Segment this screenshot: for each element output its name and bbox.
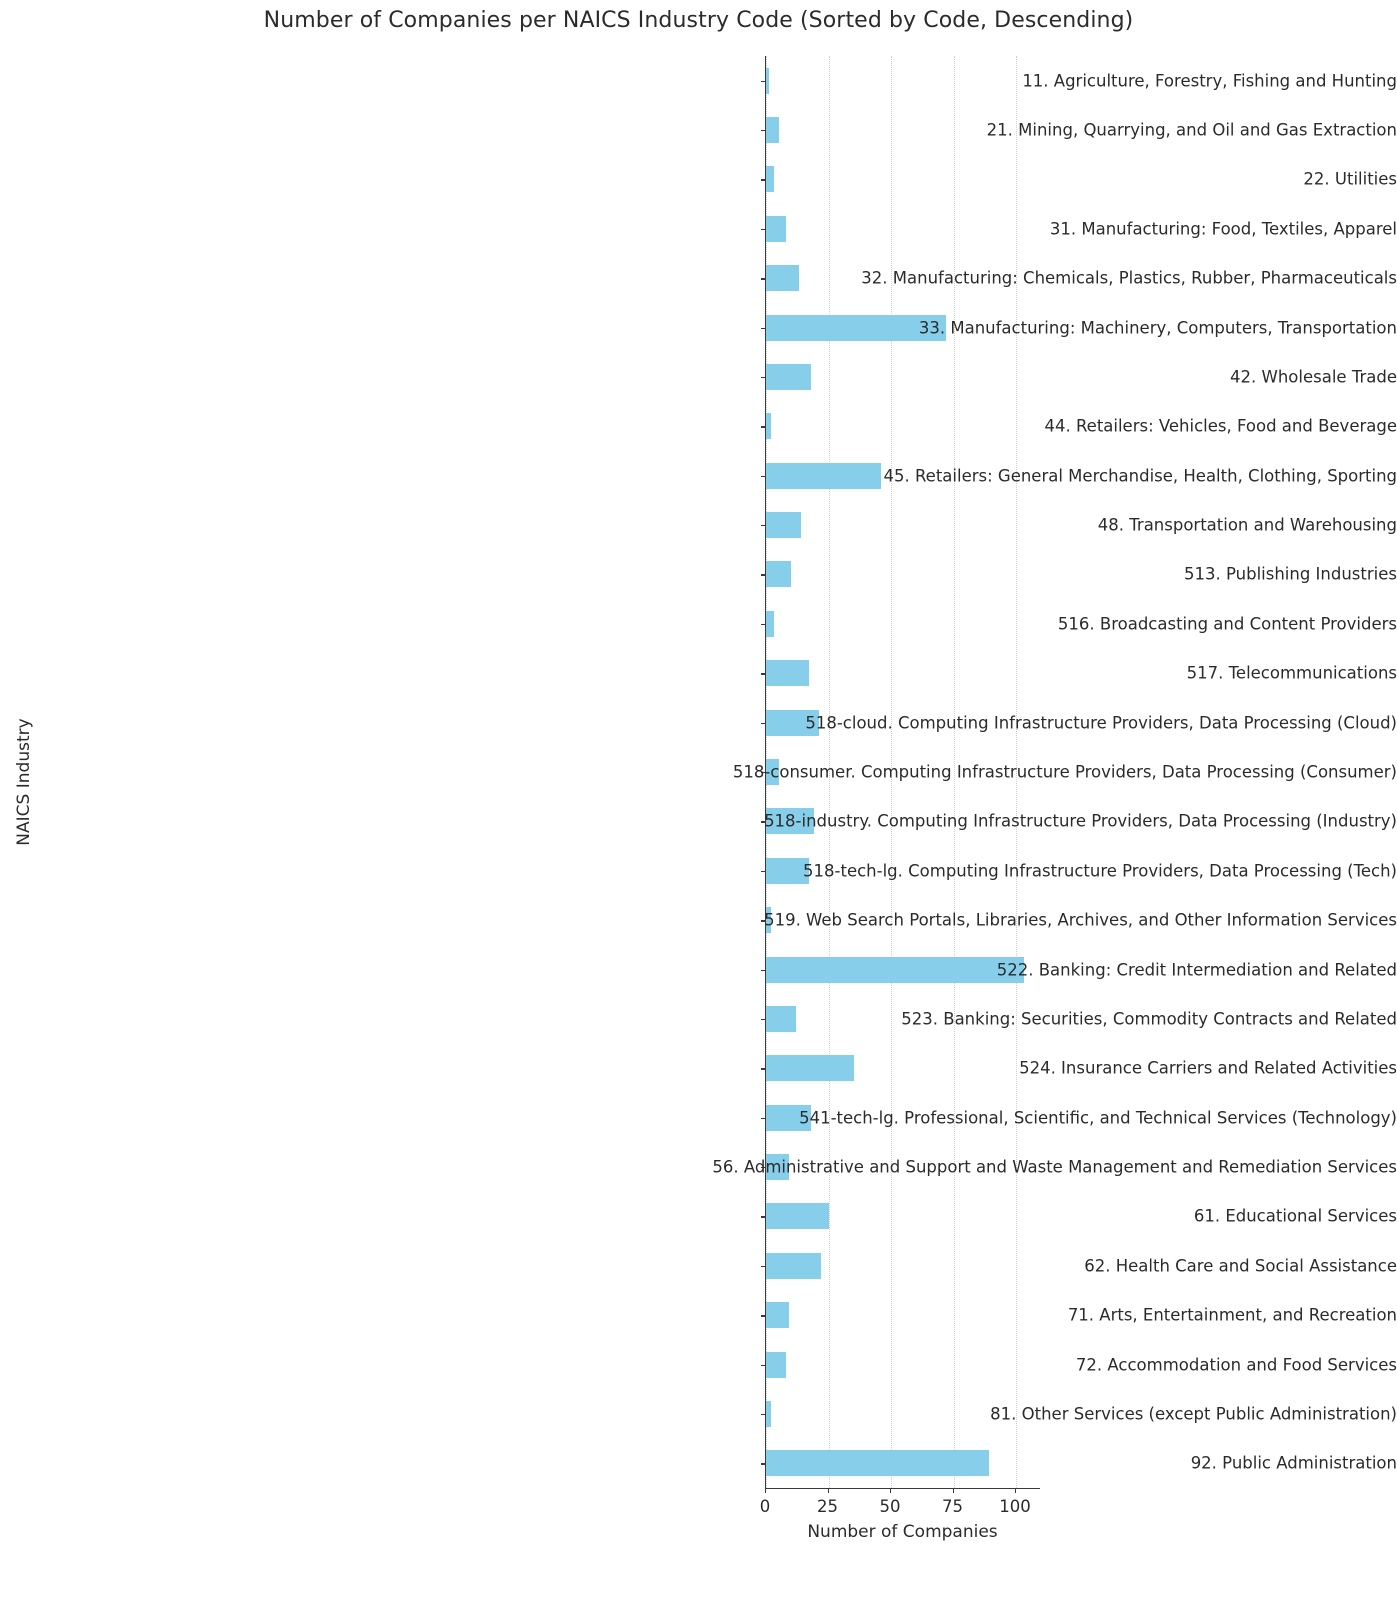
y-tick-label: 522. Banking: Credit Intermediation and Related (996, 960, 1397, 980)
x-tick-label: 0 (759, 1497, 771, 1516)
y-tick-label: 22. Utilities (1303, 169, 1397, 189)
y-tick-label: 11. Agriculture, Forestry, Fishing and Hunting (1022, 71, 1397, 91)
y-tick-label: 92. Public Administration (1190, 1453, 1397, 1473)
x-tick-mark (953, 1488, 954, 1493)
y-tick-label: 44. Retailers: Vehicles, Food and Beverage (1044, 416, 1397, 436)
y-tick-label: 518-tech-lg. Computing Infrastructure Providers, Data Processing (Tech) (803, 861, 1397, 881)
y-tick-label: 61. Educational Services (1193, 1206, 1397, 1226)
y-tick-label: 541-tech-lg. Professional, Scientific, and Technical Services (Technology) (799, 1108, 1397, 1128)
y-tick-label: 42. Wholesale Trade (1230, 367, 1397, 387)
x-axis (759, 1488, 1040, 1516)
y-tick-label: 518-consumer. Computing Infrastructure Providers, Data Processing (Consumer) (732, 762, 1397, 782)
x-tick-label: 100 (999, 1497, 1031, 1516)
y-tick-label: 513. Publishing Industries (1184, 564, 1397, 584)
y-tick-label: 516. Broadcasting and Content Providers (1057, 614, 1397, 634)
x-tick-label: 25 (817, 1497, 838, 1516)
y-tick-label: 32. Manufacturing: Chemicals, Plastics, Rubber, Pharmaceuticals (861, 268, 1397, 288)
y-tick-label: 517. Telecommunications (1186, 663, 1397, 683)
x-tick-mark (890, 1488, 891, 1493)
y-tick-label: 45. Retailers: General Merchandise, Health, Clothing, Sporting (883, 466, 1397, 486)
x-axis-label: Number of Companies (807, 1522, 998, 1542)
x-tick-mark (765, 1488, 766, 1493)
y-axis-tick-labels (0, 0, 752, 1432)
y-tick-label: 518-cloud. Computing Infrastructure Providers, Data Processing (Cloud) (805, 713, 1397, 733)
y-tick-label: 523. Banking: Securities, Commodity Contracts and Related (901, 1009, 1397, 1029)
y-tick-label: 71. Arts, Entertainment, and Recreation (1067, 1305, 1397, 1325)
y-tick-label: 519. Web Search Portals, Libraries, Archives, and Other Information Services (764, 910, 1397, 930)
x-tick-mark (1015, 1488, 1016, 1493)
chart-title: Number of Companies per NAICS Industry Code (Sorted by Code, Descending) (263, 8, 1134, 33)
x-tick-mark (828, 1488, 829, 1493)
y-tick-label: 518-industry. Computing Infrastructure Providers, Data Processing (Industry) (764, 811, 1397, 831)
y-tick-label: 72. Accommodation and Food Services (1075, 1355, 1397, 1375)
y-tick-label: 56. Administrative and Support and Waste Management and Remediation Services (712, 1157, 1397, 1177)
y-tick-label: 33. Manufacturing: Machinery, Computers, Transportation (918, 318, 1397, 338)
y-tick-label: 31. Manufacturing: Food, Textiles, Apparel (1049, 219, 1397, 239)
y-tick-label: 21. Mining, Quarrying, and Oil and Gas Extraction (986, 120, 1397, 140)
y-axis-label: NAICS Industry (14, 718, 34, 846)
y-tick-label: 81. Other Services (except Public Administration) (990, 1404, 1397, 1424)
x-tick-label: 75 (942, 1497, 963, 1516)
x-tick-label: 50 (879, 1497, 901, 1516)
y-tick-label: 524. Insurance Carriers and Related Activities (1019, 1058, 1397, 1078)
y-tick-label: 48. Transportation and Warehousing (1097, 515, 1397, 535)
y-tick-label: 62. Health Care and Social Assistance (1084, 1256, 1397, 1276)
